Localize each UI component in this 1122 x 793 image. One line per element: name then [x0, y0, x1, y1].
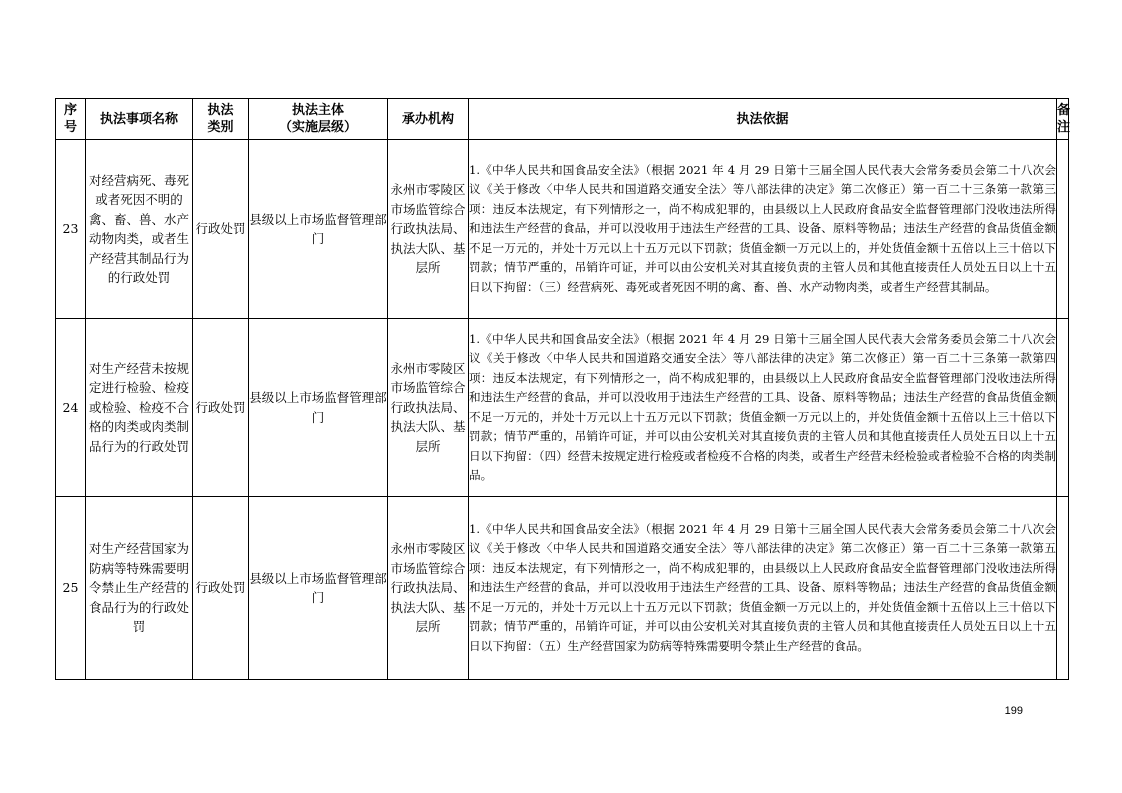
row-agency: 永州市零陵区市场监管综合行政执法局、执法大队、基层所 [388, 497, 469, 680]
row-category: 行政处罚 [193, 497, 249, 680]
header-seq: 序 号 [56, 99, 86, 140]
row-agency: 永州市零陵区市场监管综合行政执法局、执法大队、基层所 [388, 319, 469, 497]
header-basis: 执法依据 [469, 99, 1057, 140]
table-row [56, 140, 1069, 319]
enforcement-table [55, 98, 1069, 680]
row-name: 对生产经营国家为防病等特殊需要明令禁止生产经营的食品行为的行政处罚 [86, 497, 193, 680]
row-basis: 1.《中华人民共和国食品安全法》（根据 2021 年 4 月 29 日第十三届全国人民代表大会常务委员会第二十八次会议《关于修改〈中华人民共和国道路交通安全法〉等八部法律的决定》第二次修正）第一百二十三条第一款第三项：违反本法规定，有下列情形之一，尚不构成犯罪的，由县级以上人民政府食品安全监督管理部门没收违法所得和违法生产经营的食品，并可以没收用于违法生产经营的工具、设备、原料等物品；违法生产经营的食品货值金额不足一万元的，并处十万元以上十五万元以下罚款；货值金额一万元以上的，并处货值金额十五倍以上三十倍以下罚款；情节严重的，吊销许可证，并可以由公安机关对其直接负责的主管人员和其他直接责任人员处五日以上十五日以下拘留：（三）经营病死、毒死或者死因不明的禽、畜、兽、水产动物肉类，或者生产经营其制品。 [469, 140, 1057, 319]
row-category: 行政处罚 [193, 319, 249, 497]
row-name: 对生产经营未按规定进行检验、检疫或检验、检疫不合格的肉类或肉类制品行为的行政处罚 [86, 319, 193, 497]
row-seq: 23 [56, 140, 86, 319]
row-basis: 1.《中华人民共和国食品安全法》（根据 2021 年 4 月 29 日第十三届全国人民代表大会常务委员会第二十八次会议《关于修改〈中华人民共和国道路交通安全法〉等八部法律的决定》第二次修正）第一百二十三条第一款第四项：违反本法规定，有下列情形之一，尚不构成犯罪的，由县级以上人民政府食品安全监督管理部门没收违法所得和违法生产经营的食品，并可以没收用于违法生产经营的工具、设备、原料等物品；违法生产经营的食品货值金额不足一万元的，并处十万元以上十五万元以下罚款；货值金额一万元以上的，并处货值金额十五倍以上三十倍以下罚款；情节严重的，吊销许可证，并可以由公安机关对其直接负责的主管人员和其他直接责任人员处五日以上十五日以下拘留：（四）经营未按规定进行检疫或者检疫不合格的肉类，或者生产经营未经检验或者检验不合格的肉类制品。 [469, 319, 1057, 497]
row-remark [1057, 319, 1069, 497]
table-row [56, 497, 1069, 680]
row-remark [1057, 140, 1069, 319]
page-number: 199 [1004, 705, 1023, 717]
header-agency: 承办机构 [388, 99, 469, 140]
header-row [56, 99, 1069, 140]
row-subject: 县级以上市场监督管理部门 [249, 497, 388, 680]
row-seq: 24 [56, 319, 86, 497]
header-remark: 备注 [1057, 99, 1069, 140]
header-name: 执法事项名称 [86, 99, 193, 140]
row-subject: 县级以上市场监督管理部门 [249, 319, 388, 497]
header-subject: 执法主体 （实施层级） [249, 99, 388, 140]
row-name: 对经营病死、毒死或者死因不明的禽、畜、兽、水产动物肉类，或者生产经营其制品行为的行政处罚 [86, 140, 193, 319]
header-category: 执法 类别 [193, 99, 249, 140]
row-basis: 1.《中华人民共和国食品安全法》（根据 2021 年 4 月 29 日第十三届全国人民代表大会常务委员会第二十八次会议《关于修改〈中华人民共和国道路交通安全法〉等八部法律的决定》第二次修正）第一百二十三条第一款第五项：违反本法规定，有下列情形之一，尚不构成犯罪的，由县级以上人民政府食品安全监督管理部门没收违法所得和违法生产经营的食品，并可以没收用于违法生产经营的工具、设备、原料等物品；违法生产经营的食品货值金额不足一万元的，并处十万元以上十五万元以下罚款；货值金额一万元以上的，并处货值金额十五倍以上三十倍以下罚款；情节严重的，吊销许可证，并可以由公安机关对其直接负责的主管人员和其他直接责任人员处五日以上十五日以下拘留：（五）生产经营国家为防病等特殊需要明令禁止生产经营的食品。 [469, 497, 1057, 680]
table-row [56, 319, 1069, 497]
row-remark [1057, 497, 1069, 680]
row-category: 行政处罚 [193, 140, 249, 319]
row-subject: 县级以上市场监督管理部门 [249, 140, 388, 319]
row-agency: 永州市零陵区市场监管综合行政执法局、执法大队、基层所 [388, 140, 469, 319]
row-seq: 25 [56, 497, 86, 680]
